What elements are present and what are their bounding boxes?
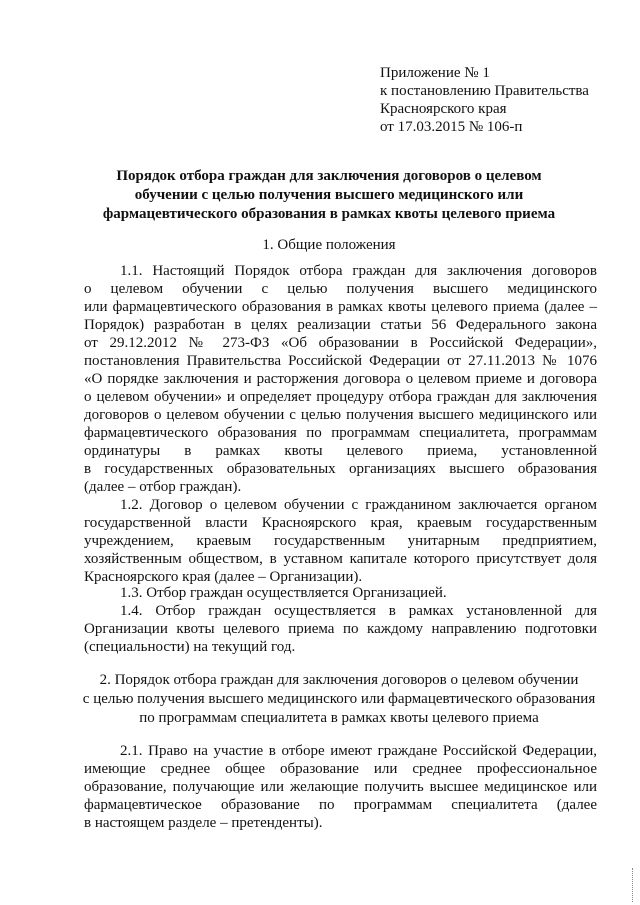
text-line: государственной власти Красноярского края, краевым государственным [84,515,597,531]
paragraph-2-1 [84,742,597,832]
text-line: 1.3. Отбор граждан осуществляется Организацией. [120,585,447,601]
text-line: постановления Правительства Российской Федерации от 27.11.2013 № 1076 [84,353,597,369]
text-line: Порядок) разработан в целях реализации статьи 56 Федерального закона [84,317,597,333]
text-line: 2.1. Право на участие в отборе имеют граждане Российской Федерации, [120,743,597,759]
section-1-text-block-b [84,584,597,656]
section-2-heading [74,671,604,728]
document-title [84,167,574,224]
text-line: (специальности) на текущий год. [84,639,296,655]
text-line: 1.1. Настоящий Порядок отбора граждан для заключения договоров [120,263,597,279]
section-2-text-block [84,742,597,832]
text-line: хозяйственным обществом, в уставном капитале которого присутствует доля [84,551,597,567]
text-line: договоров о целевом обучении с целью получения высшего медицинского или [84,407,597,423]
text-line: фармацевтического образования по программам специалитета, программам [84,425,597,441]
paragraph-1-3 [84,584,597,602]
text-line: о целевом обучении с целью получения высшего медицинского [84,281,597,297]
text-line: от 29.12.2012 № 273-ФЗ «Об образовании в Российской Федерации», [84,335,597,351]
text-line: Красноярского края (далее – Организации). [84,569,363,585]
heading-line: 2. Порядок отбора граждан для заключения договоров о целевом обучении [99,672,579,688]
text-line: 1.4. Отбор граждан осуществляется в рамках установленной для [120,603,597,619]
text-line: образование, получающие или желающие получить высшее медицинское или [84,779,597,795]
text-line: в государственных образовательных организациях высшего образования [84,461,597,477]
scan-edge-mark [632,868,635,902]
appendix-note [380,64,630,136]
title-line: Порядок отбора граждан для заключения договоров о целевом [116,168,542,184]
text-line: «О порядке заключения и расторжения договора о целевом приеме и договора [84,371,597,387]
text-line: 1.2. Договор о целевом обучении с гражданином заключается органом [120,497,597,513]
text-line: или фармацевтического образования в рамках квоты целевого приема (далее – [84,299,597,315]
appendix-line: Красноярского края [380,101,507,117]
paragraph-1-4 [84,602,597,656]
title-line: обучении с целью получения высшего медицинского или [134,187,524,203]
title-line: фармацевтического образования в рамках квоты целевого приема [102,206,556,222]
heading-line: по программам специалитета в рамках квоты целевого приема [139,710,539,726]
heading-line: с целью получения высшего медицинского или фармацевтического образования [82,691,596,707]
appendix-line: Приложение № 1 [380,65,490,81]
text-line: имеющие среднее общее образование или среднее профессиональное [84,761,597,777]
text-line: о целевом обучении» и определяет процедуру отбора граждан для заключения [84,389,597,405]
paragraph-1-1 [84,262,597,496]
appendix-line: к постановлению Правительства [380,83,589,99]
section-1-text-block-a [84,262,597,586]
text-line: фармацевтическое образование по программам специалитета (далее [84,797,597,813]
text-line: учреждением, краевым государственным унитарным предприятием, [84,533,597,549]
section-1-heading: 1. Общие положения [262,237,396,253]
text-line: ординатуры в рамках квоты целевого приема, установленной [84,443,597,459]
text-line: Организации квоты целевого приема по каждому направлению подготовки [84,621,597,637]
appendix-line: от 17.03.2015 № 106-п [380,119,523,135]
text-line: в настоящем разделе – претенденты). [84,815,323,831]
text-line: (далее – отбор граждан). [84,479,242,495]
paragraph-1-2 [84,496,597,586]
